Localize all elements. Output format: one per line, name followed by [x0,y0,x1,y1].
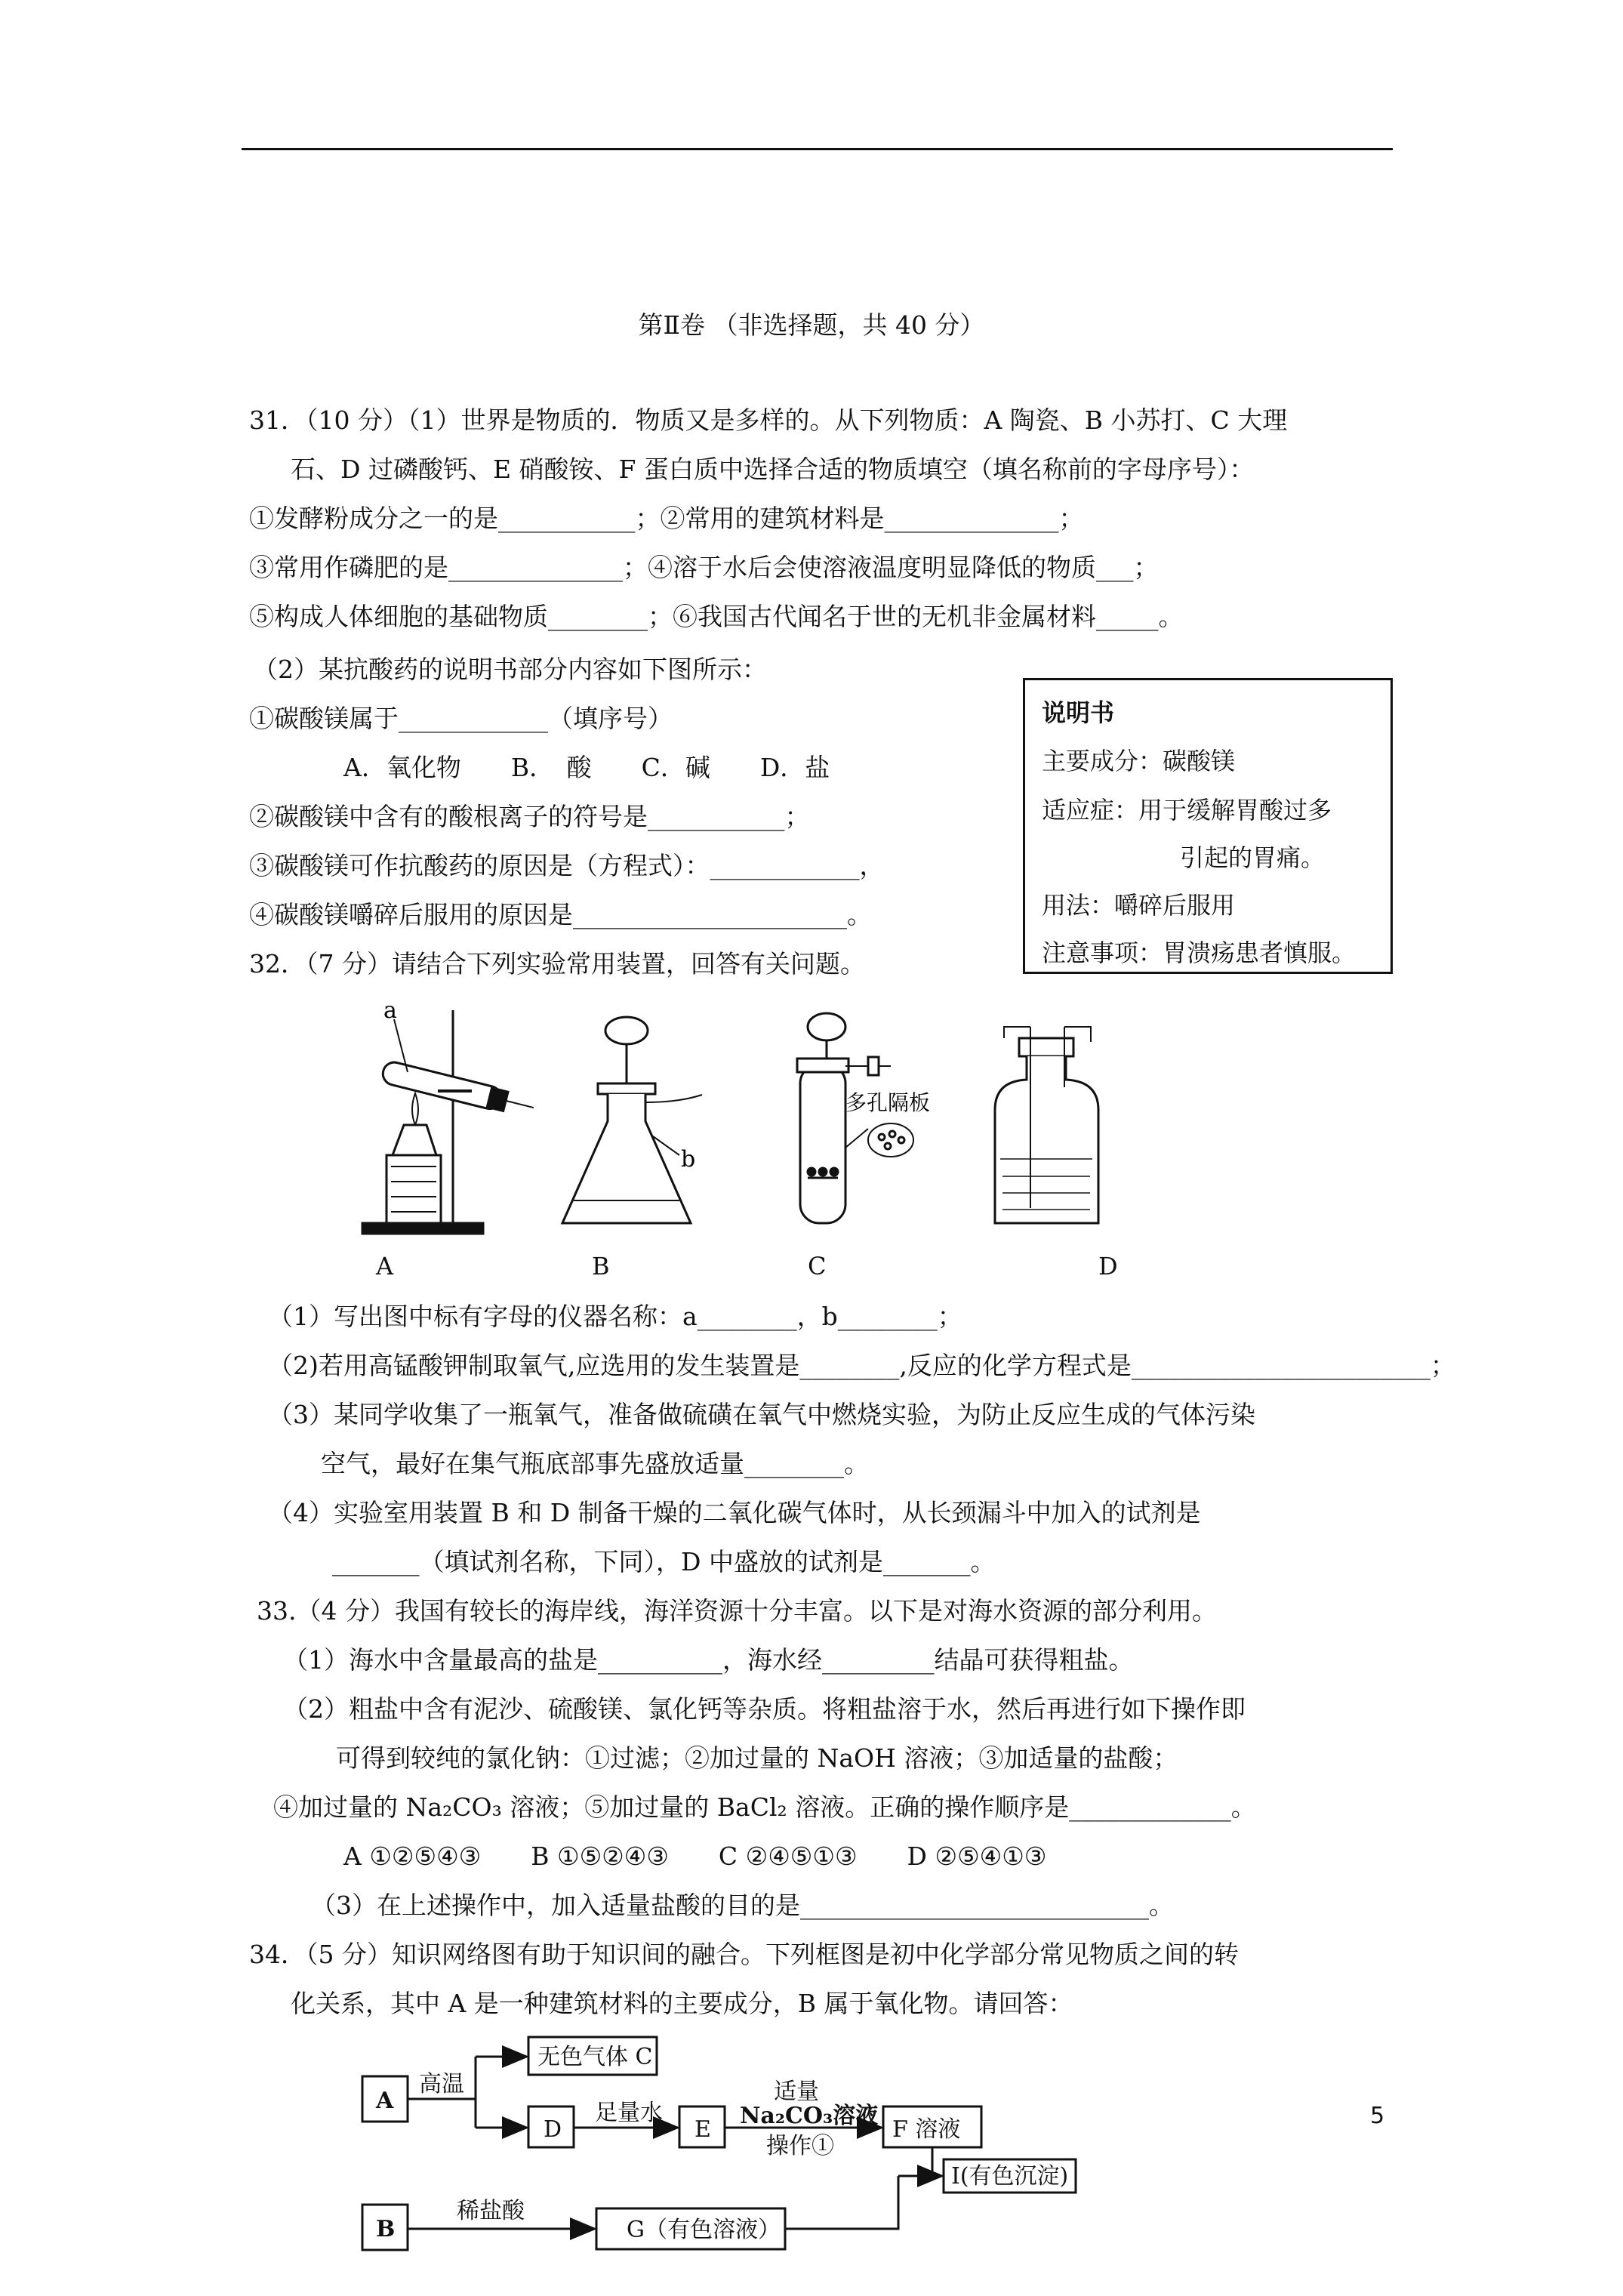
manual-note: 注意事项：胃溃疡患者慎服。 [1042,938,1357,967]
q31-options: A．氧化物 B． 酸 C．碱 D．盐 [343,753,830,782]
flow-i-text: I(有色沉淀) [951,2163,1069,2190]
q31-line-5: ⑤构成人体细胞的基础物质________；⑥我国古代闻名于世的无机非金属材料_____。 [249,602,1184,631]
q33-line-2: （1）海水中含量最高的盐是__________，海水经_________结晶可获得粗盐。 [283,1645,1134,1675]
q31-line-4: ③常用作磷肥的是______________；④溶于水后会使溶液温度明显降低的物质___； [249,553,1159,582]
flow-zuliangshui: 足量水 [595,2100,663,2126]
conical-flask-b [562,1017,702,1223]
stand-base [362,1223,483,1234]
manual-indication-2: 引起的胃痛。 [1180,843,1326,872]
q31-line-10: ③碳酸镁可作抗酸药的原因是（方程式）：____________， [249,851,885,880]
q31-line-2: 石、D 过磷酸钙、E 硝酸铵、F 蛋白质中选择合适的物质填空（填名称前的字母序号）： [291,455,1255,484]
q33-line-7: （3）在上述操作中，加入适量盐酸的目的是____________________________。 [311,1891,1174,1920]
q32-line-6: （4）实验室用装置 B 和 D 制备干燥的二氧化碳气体时，从长颈漏斗中加入的试剂是 [268,1498,1201,1527]
q31-line-9: ②碳酸镁中含有的酸根离子的符号是___________； [249,802,810,831]
label-a: a [383,997,397,1024]
flow-g-text: G（有色溶液） [627,2217,781,2243]
flow-gaowen: 高温 [419,2071,464,2097]
alcohol-lamp [393,1125,436,1155]
header-rule [242,148,1393,150]
q31-line-1: 31．（10 分）（1）世界是物质的．物质又是多样的。从下列物质：A 陶瓷、B 小苏打、C 大理 [249,405,1288,435]
flowchart [355,2031,1185,2257]
gas-washing-bottle-d [995,1027,1098,1223]
q34-line-2: 化关系，其中 A 是一种建筑材料的主要成分，B 属于氧化物。请回答： [291,1989,1073,2018]
apparatus-label-c: C [808,1252,827,1281]
q31-line-3: ①发酵粉成分之一的是___________；②常用的建筑材料是______________； [249,504,1084,533]
manual-title: 说明书 [1042,698,1115,727]
q33-line-4: 可得到较纯的氯化钠：①过滤；②加过量的 NaOH 溶液；③加适量的盐酸； [336,1743,1178,1773]
porous-plate-label: 多孔隔板 [845,1090,931,1115]
apparatus-label-d: D [1098,1252,1118,1281]
test-tube-c [797,1013,913,1223]
apparatus-label-b: B [592,1252,610,1281]
q31-line-7: ①碳酸镁属于____________（填序号） [249,704,673,733]
flow-shiliang: 适量 [774,2079,819,2105]
q32-line-5: 空气，最好在集气瓶底部事先盛放适量________。 [321,1449,869,1478]
label-b: b [681,1146,696,1173]
flow-caozuo: 操作① [766,2133,834,2159]
q33-line-3: （2）粗盐中含有泥沙、硫酸镁、氯化钙等杂质。将粗盐溶于水，然后再进行如下操作即 [283,1694,1246,1724]
flow-b-text: B [376,2216,396,2242]
q33-line-5: ④加过量的 Na₂CO₃ 溶液；⑤加过量的 BaCl₂ 溶液。正确的操作顺序是_____________。 [273,1792,1256,1822]
q34-line-1: 34．（5 分）知识网络图有助于知识间的融合。下列框图是初中化学部分常见物质之间的转 [249,1940,1239,1969]
flow-c-text: 无色气体 C [537,2044,653,2070]
flow-xiyansuan: 稀盐酸 [457,2198,525,2224]
manual-ingredient: 主要成分：碳酸镁 [1042,747,1236,775]
flow-d-text: D [544,2116,562,2143]
q33-options: A ①②⑤④③ B ①⑤②④③ C ②④⑤①③ D ②⑤④①③ [343,1841,1047,1871]
flow-f-text: F 溶液 [892,2116,961,2143]
q32-line-1: 32．（7 分）请结合下列实验常用装置，回答有关问题。 [249,949,865,978]
q32-line-4: （3）某同学收集了一瓶氧气，准备做硫磺在氧气中燃烧实验，为防止反应生成的气体污染 [268,1400,1255,1429]
manual-indication-1: 适应症：用于缓解胃酸过多 [1042,796,1332,824]
lab-apparatus-figure [347,997,1253,1253]
q31-line-11: ④碳酸镁嚼碎后服用的原因是______________________。 [249,900,872,929]
page-number: 5 [1370,2103,1385,2129]
q33-line-1: 33.（4 分）我国有较长的海岸线，海洋资源十分丰富。以下是对海水资源的部分利用。 [257,1596,1217,1626]
q31-line-6: （2）某抗酸药的说明书部分内容如下图所示： [253,655,767,684]
flow-na2co3: Na₂CO₃溶液 [740,2103,879,2129]
manual-usage: 用法：嚼碎后服用 [1042,891,1236,920]
wood-block [387,1155,441,1223]
q32-line-2: （1）写出图中标有字母的仪器名称：a________，b________； [268,1302,962,1331]
section-title: 第Ⅱ卷 （非选择题，共 40 分） [638,310,985,340]
q32-line-7: _______（填试剂名称，下同），D 中盛放的试剂是_______。 [332,1547,996,1576]
flow-a-text: A [376,2088,394,2114]
manual-box [1023,678,1393,974]
apparatus-label-a: A [376,1252,394,1281]
flow-e-text: E [694,2116,711,2143]
q32-line-3: （2)若用高锰酸钾制取氧气,应选用的发生装置是________,反应的化学方程式是________________________； [268,1351,1455,1380]
